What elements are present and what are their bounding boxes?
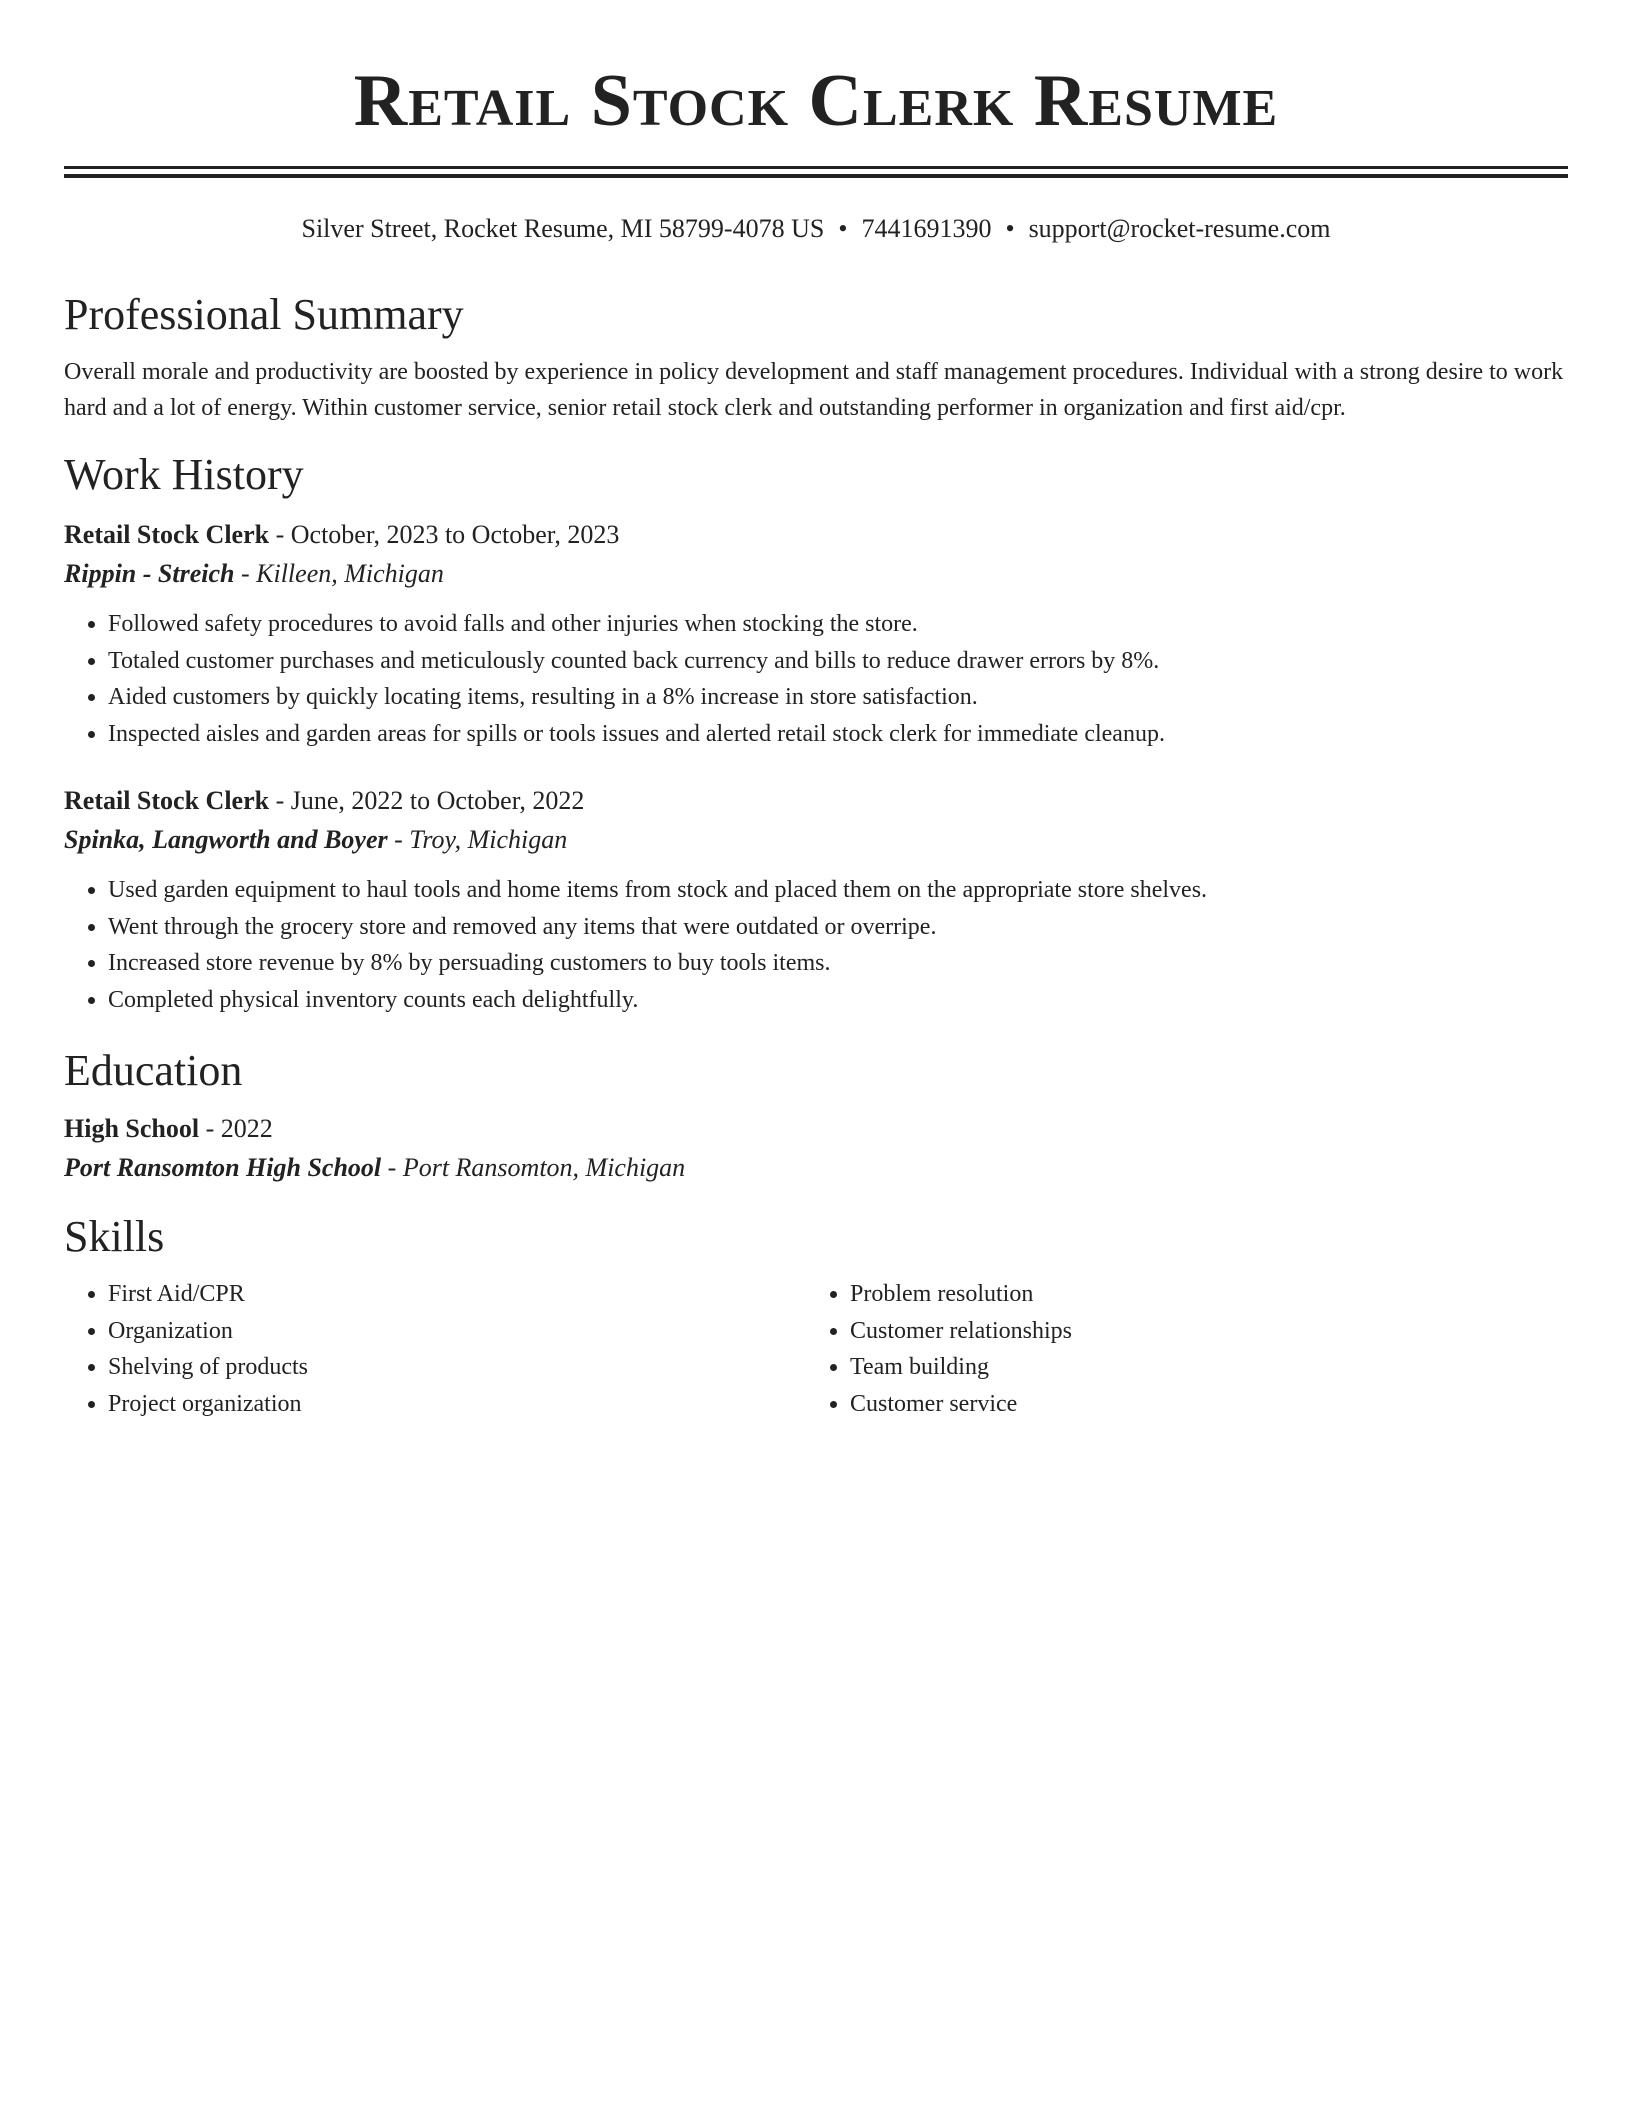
education-heading: Education <box>64 1046 243 1095</box>
skill-item: • Team building <box>850 1349 1548 1386</box>
skill-item: • Customer service <box>850 1386 1548 1423</box>
school-line <box>64 1148 1568 1188</box>
contact-address: Silver Street, Rocket Resume, MI 58799-4078 US <box>301 214 825 243</box>
skills-list-left <box>64 1276 806 1422</box>
job-duty: • Increased store revenue by 8% by persuading customers to buy tools items. <box>108 945 1568 982</box>
skills-heading: Skills <box>64 1212 165 1261</box>
job-duty: • Followed safety procedures to avoid falls and other injuries when stocking the store. <box>108 606 1568 643</box>
summary-text: Overall morale and productivity are boosted by experience in policy development and staff management procedures. Individual with a strong desire to work hard and a lot of energy. Within customer service, senior retail stock clerk and outstanding performer in organization and first aid/cpr. <box>64 359 1564 421</box>
contact-line <box>64 212 1568 246</box>
job-dates: - October, 2023 to October, 2023 <box>269 520 620 549</box>
job-duty: • Used garden equipment to haul tools and home items from stock and placed them on the appropriate store shelves. <box>108 872 1568 909</box>
job-duty: • Aided customers by quickly locating items, resulting in a 8% increase in store satisfaction. <box>108 679 1568 716</box>
skill-item: • Customer relationships <box>850 1313 1548 1350</box>
job-dates: - June, 2022 to October, 2022 <box>269 786 585 815</box>
school-name: Port Ransomton High School <box>64 1153 382 1182</box>
company-line <box>64 554 1568 594</box>
job-title: Retail Stock Clerk <box>64 786 270 815</box>
work-history-heading: Work History <box>64 450 304 499</box>
skills-list-right <box>806 1276 1548 1422</box>
job-title-line <box>64 782 1568 820</box>
job-duty: • Inspected aisles and garden areas for spills or tools issues and alerted retail stock clerk for immediate cleanup. <box>108 716 1568 753</box>
job-entry <box>64 782 1568 1018</box>
skill-item: • Shelving of products <box>108 1349 806 1386</box>
graduation-year: - 2022 <box>199 1114 273 1143</box>
skill-item: • Project organization <box>108 1386 806 1423</box>
degree-line <box>64 1110 1568 1148</box>
school-location: - Port Ransomton, Michigan <box>381 1153 686 1182</box>
resume-title: Retail Stock Clerk Resume <box>353 60 1279 142</box>
company-line <box>64 820 1568 860</box>
contact-separator: • <box>1005 214 1015 243</box>
job-duties-list <box>64 606 1568 752</box>
skills-columns <box>64 1276 1568 1422</box>
title-divider-thick <box>64 174 1568 178</box>
contact-phone: 7441691390 <box>861 214 992 243</box>
company-name: Rippin - Streich <box>64 559 235 588</box>
company-location: - Troy, Michigan <box>387 825 568 854</box>
degree: High School <box>64 1114 200 1143</box>
job-title-line <box>64 516 1568 554</box>
contact-email: support@rocket-resume.com <box>1028 214 1331 243</box>
contact-separator: • <box>838 214 848 243</box>
job-duty: • Totaled customer purchases and meticulously counted back currency and bills to reduce drawer errors by 8%. <box>108 643 1568 680</box>
company-name: Spinka, Langworth and Boyer <box>64 825 388 854</box>
job-duty: • Completed physical inventory counts each delightfully. <box>108 982 1568 1019</box>
resume-page <box>64 0 1568 1422</box>
job-entry <box>64 516 1568 752</box>
skill-item: • First Aid/CPR <box>108 1276 806 1313</box>
company-location: - Killeen, Michigan <box>234 559 444 588</box>
skill-item: • Organization <box>108 1313 806 1350</box>
title-divider-thin <box>64 166 1568 169</box>
education-entry <box>64 1110 1568 1188</box>
summary-heading: Professional Summary <box>64 290 464 339</box>
skill-item: • Problem resolution <box>850 1276 1548 1313</box>
job-duties-list <box>64 872 1568 1018</box>
job-duty: • Went through the grocery store and removed any items that were outdated or overripe. <box>108 909 1568 946</box>
job-title: Retail Stock Clerk <box>64 520 270 549</box>
